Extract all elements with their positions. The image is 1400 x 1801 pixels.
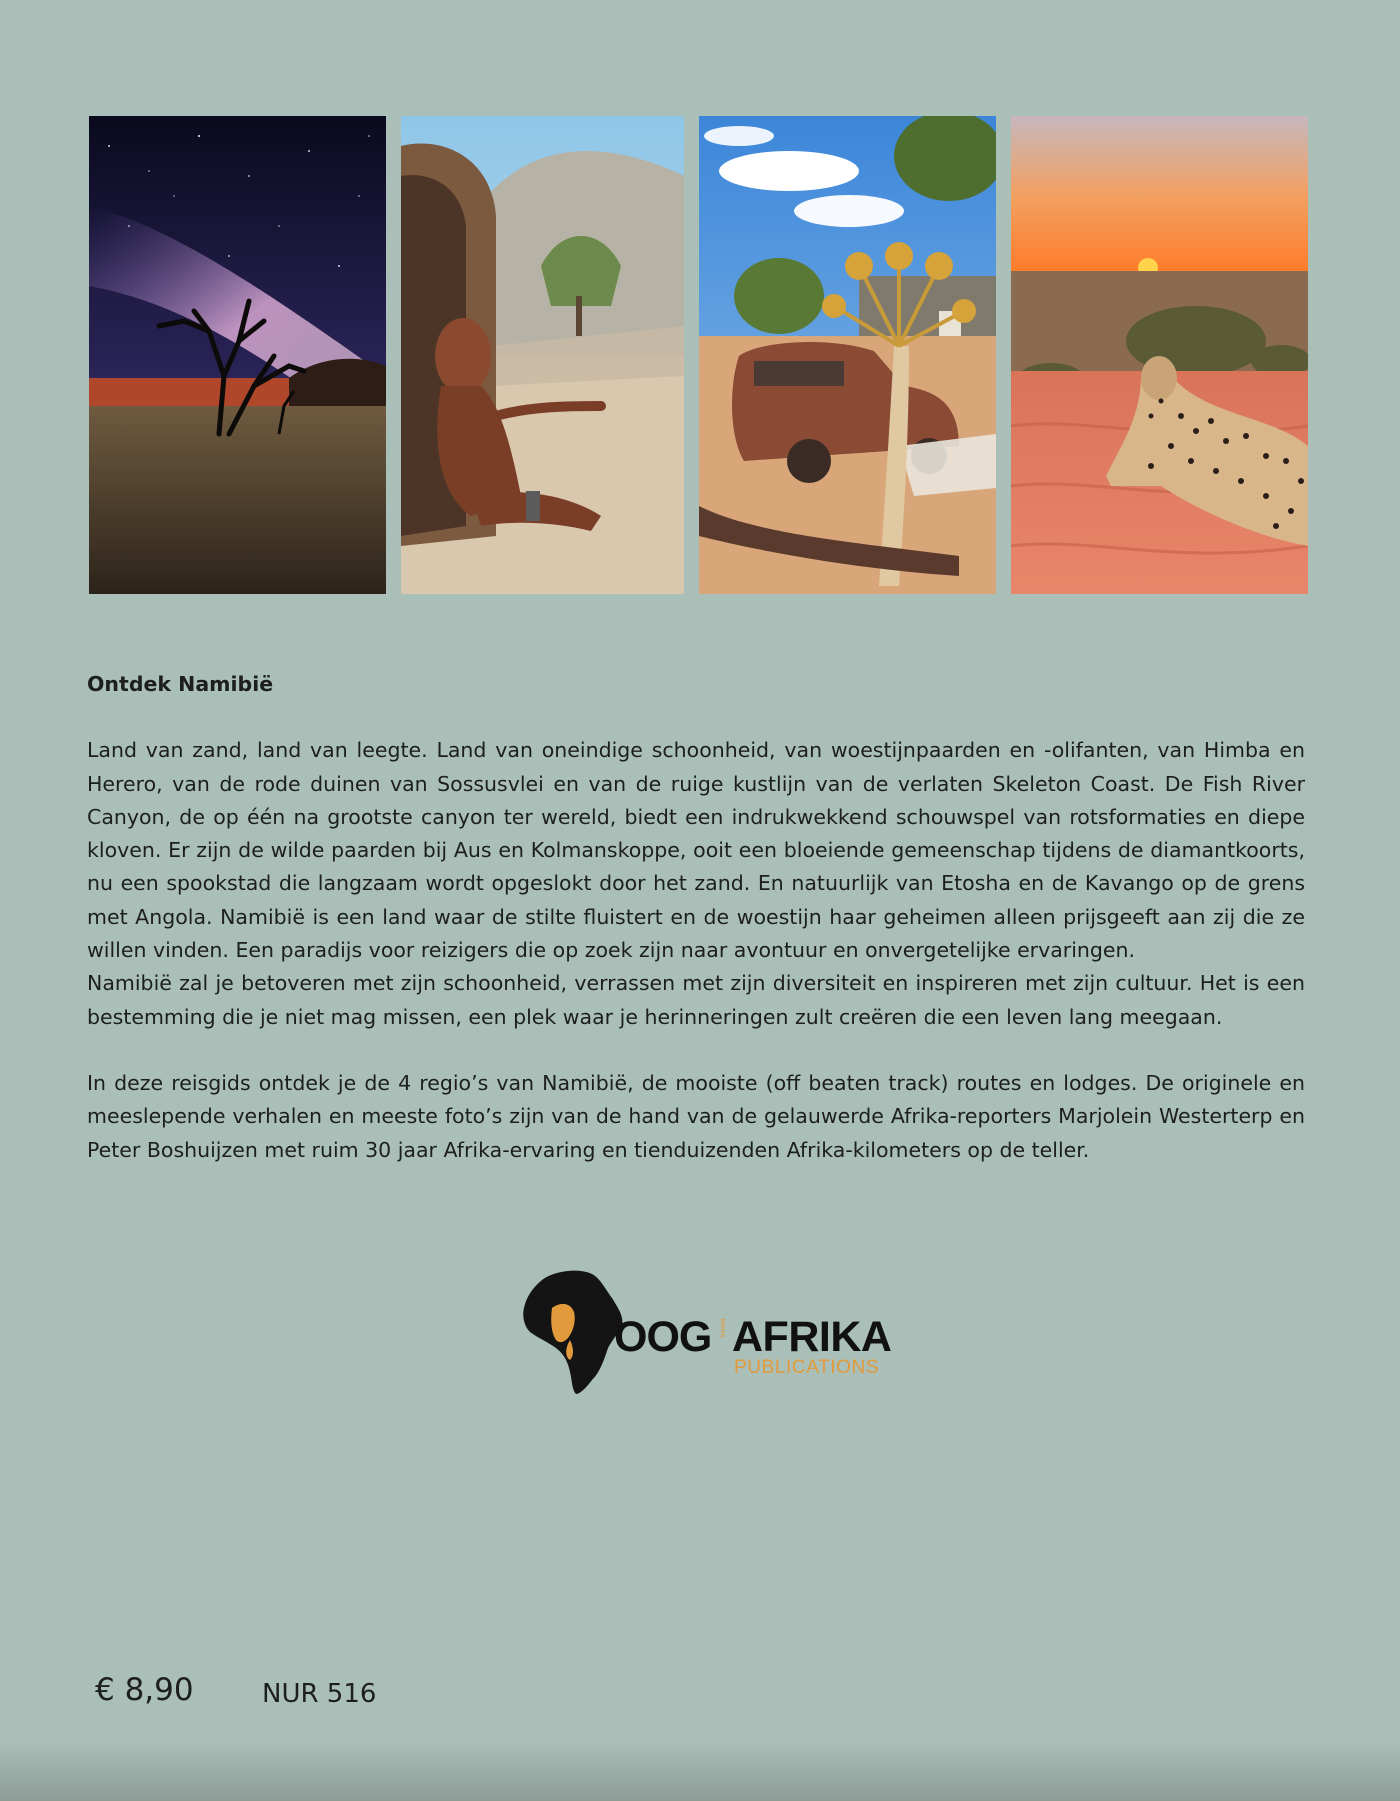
publisher-logo bbox=[520, 1268, 920, 1398]
nur-code: NUR 516 bbox=[262, 1679, 377, 1709]
paragraph-intro: Land van zand, land van leegte. Land van oneindige schoonheid, van woestijnpaarden en -olifanten, van Himba en Herero, van de rode duinen van Sossusvlei en van de ruige kustlijn van de verlaten Skeleton Coast. De Fish River Canyon, de op één na grootste canyon ter wereld, biedt een indrukwekkend schouwspel van rotsformaties en diepe kloven. Er zijn de wilde paarden bij Aus en Kolmanskoppe, ooit een bloeiende gemeenschap tijdens de diamantkoorts, nu een spookstad die langzaam wordt opgeslokt door het zand. En natuurlijk van Etosha en de Kavango op de grens met Angola. Namibië is een land waar de stilte fluistert en de woestijn haar geheimen alleen prijsgeeft aan zij die ze willen vinden. Een paradijs voor reizigers die op zoek zijn naar avontuur en onvergetelijke ervaringen. bbox=[87, 738, 1305, 963]
logo-subtitle: PUBLICATIONS bbox=[734, 1357, 880, 1378]
section-heading: Ontdek Namibië bbox=[87, 672, 274, 696]
photo-old-car-quiver-tree bbox=[699, 116, 996, 594]
bottom-edge-shadow bbox=[0, 1741, 1400, 1801]
paragraph-namibia: Namibië zal je betoveren met zijn schoonheid, verrassen met zijn diversiteit en inspireren met zijn cultuur. Het is een bestemming die je niet mag missen, een plek waar je herinneringen zult creëren die een leven lang meegaan. bbox=[87, 971, 1305, 1029]
description-text bbox=[87, 668, 1305, 1167]
logo-word-oog: OOG bbox=[614, 1313, 712, 1361]
photo-milky-way-dead-tree bbox=[89, 116, 386, 594]
logo-word-afrika: AFRIKA bbox=[732, 1313, 892, 1361]
logo-word-voor: VOOR bbox=[721, 1318, 727, 1338]
paragraph-guide: In deze reisgids ontdek je de 4 regio’s van Namibië, de mooiste (off beaten track) routes en lodges. De originele en meeslepende verhalen en meeste foto’s zijn van de hand van de gelauwerde Afrika-reporters Marjolein Westerterp en Peter Boshuijzen met ruim 30 jaar Afrika-ervaring en tienduizenden Afrika-kilometers op de teller. bbox=[87, 1070, 1305, 1162]
photo-cheetah-sunset bbox=[1011, 116, 1308, 594]
photo-himba-woman bbox=[401, 116, 684, 594]
price: € 8,90 bbox=[95, 1672, 194, 1708]
